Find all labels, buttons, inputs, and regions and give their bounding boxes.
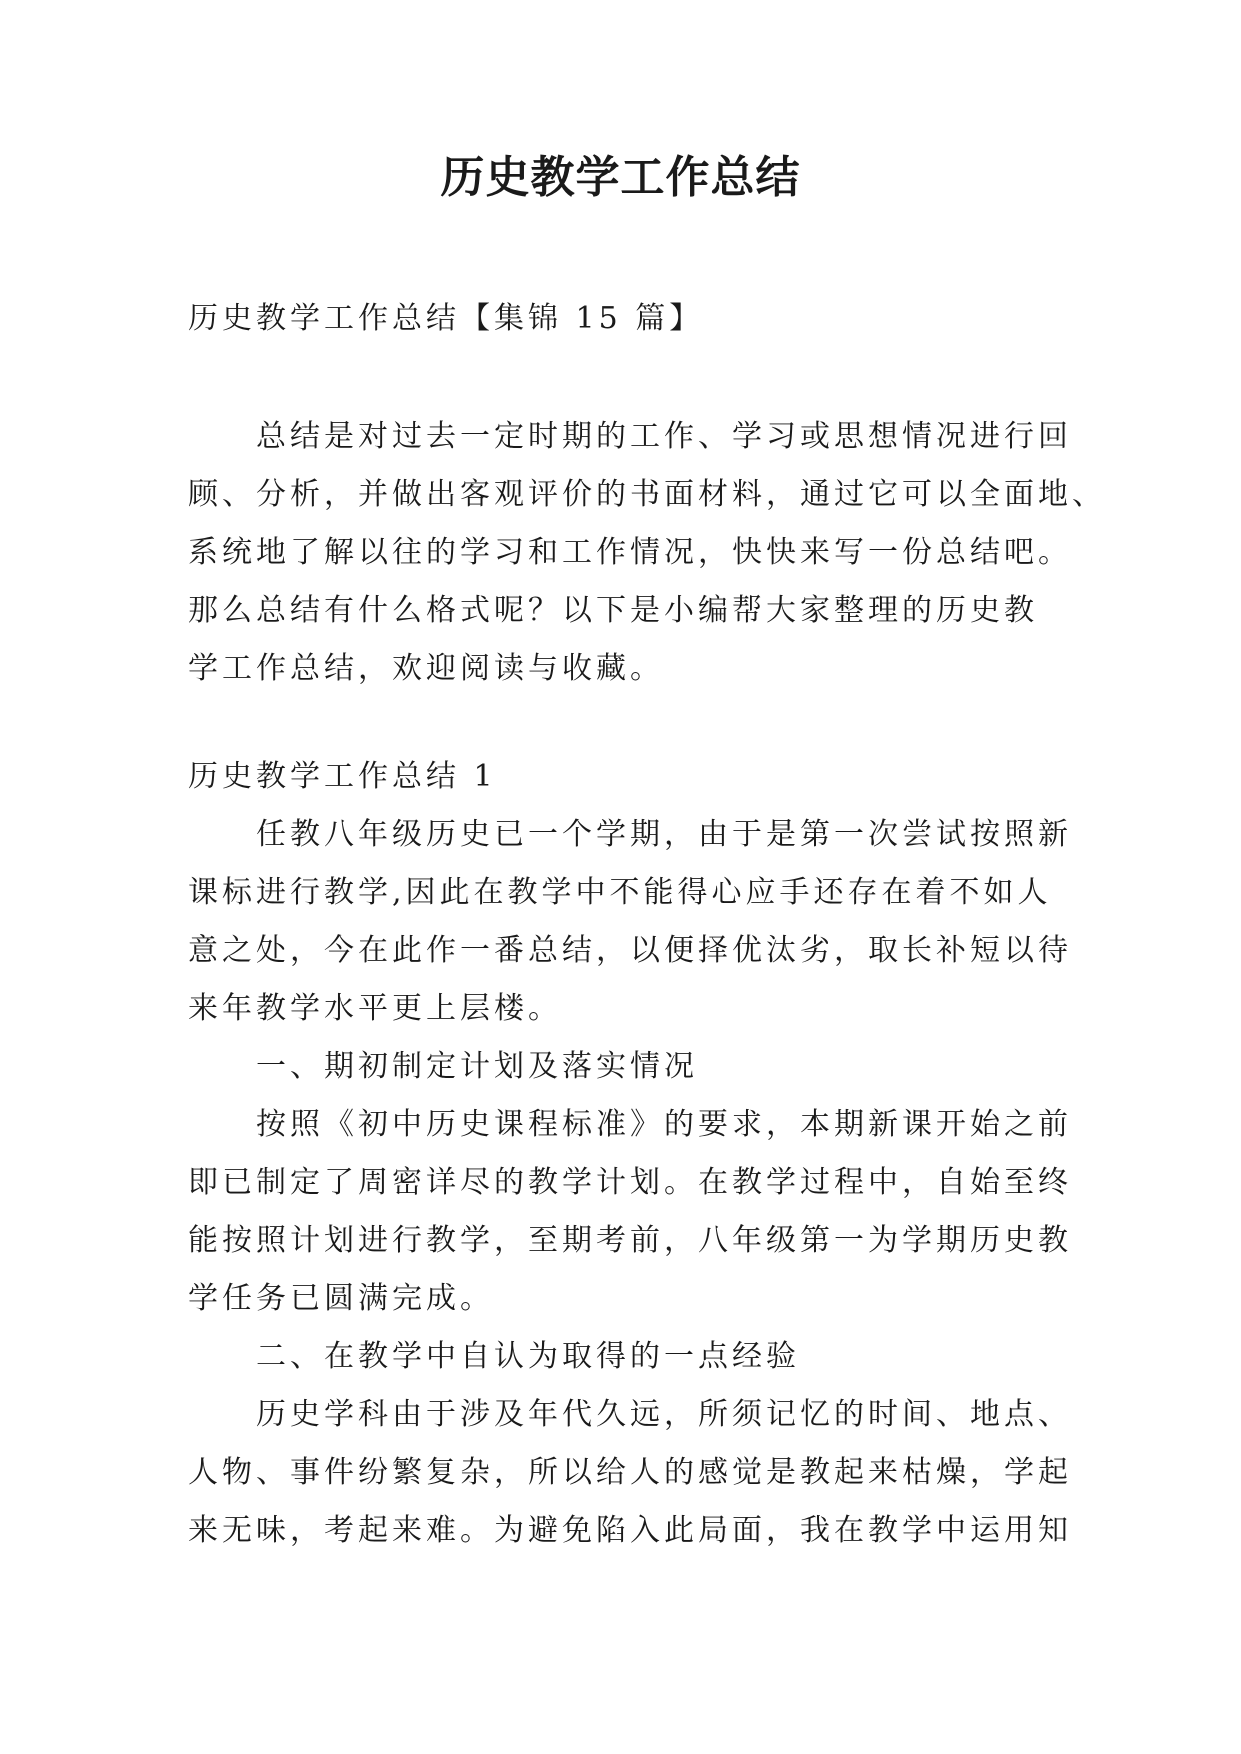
- text-line: 来年教学水平更上层楼。: [188, 991, 562, 1026]
- intro-paragraph: [188, 408, 1106, 698]
- text-line: 历史学科由于涉及年代久远，所须记忆的时间、地点、: [188, 1397, 1072, 1432]
- document-subtitle: 历史教学工作总结【集锦 15 篇】: [188, 301, 704, 336]
- text-line: 课标进行教学,因此在教学中不能得心应手还存在着不如人: [188, 875, 1052, 910]
- text-line: 即已制定了周密详尽的教学计划。在教学过程中，自始至终: [188, 1165, 1072, 1200]
- text-line: 人物、事件纷繁复杂，所以给人的感觉是教起来枯燥，学起: [188, 1455, 1072, 1490]
- text-line: 系统地了解以往的学习和工作情况，快快来写一份总结吧。: [188, 535, 1072, 570]
- spacer: [188, 698, 1058, 748]
- text-line: 意之处，今在此作一番总结，以便择优汰劣，取长补短以待: [188, 933, 1072, 968]
- subsection-heading: 二、在教学中自认为取得的一点经验: [188, 1339, 800, 1374]
- text-line: 按照《初中历史课程标准》的要求，本期新课开始之前: [188, 1107, 1072, 1142]
- document-title: 历史教学工作总结: [440, 152, 801, 203]
- spacer: [188, 348, 1058, 408]
- text-line: 学任务已圆满完成。: [188, 1281, 494, 1316]
- text-line: 任教八年级历史已一个学期，由于是第一次尝试按照新: [188, 817, 1072, 852]
- section-heading: 历史教学工作总结 1: [188, 759, 497, 794]
- text-line: 总结是对过去一定时期的工作、学习或思想情况进行回: [188, 419, 1072, 454]
- text-line: 学工作总结，欢迎阅读与收藏。: [188, 651, 664, 686]
- section-body: [188, 806, 1072, 1560]
- text-line: 来无味，考起来难。为避免陷入此局面，我在教学中运用知: [188, 1513, 1072, 1548]
- subsection-heading: 一、期初制定计划及落实情况: [188, 1049, 698, 1084]
- text-line: 能按照计划进行教学，至期考前，八年级第一为学期历史教: [188, 1223, 1072, 1258]
- text-line: 顾、分析，并做出客观评价的书面材料，通过它可以全面地、: [188, 477, 1106, 512]
- document-body: [188, 290, 1106, 1560]
- text-line: 那么总结有什么格式呢？以下是小编帮大家整理的历史教: [188, 593, 1038, 628]
